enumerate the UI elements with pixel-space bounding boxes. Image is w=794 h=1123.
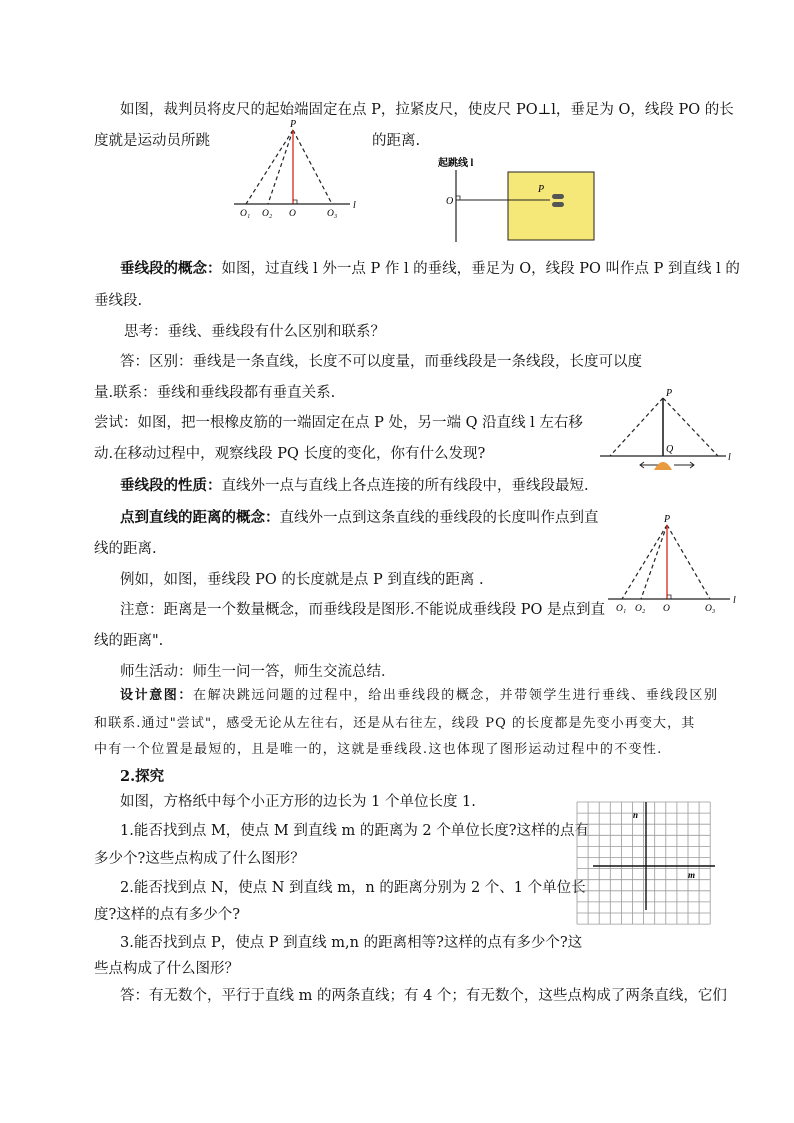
intro-line-1: 如图，裁判员将皮尺的起始端固定在点 P，拉紧皮尺，使皮尺 PO⊥l，垂足为 O，线段 PO 的长 <box>120 102 734 118</box>
property-text: 直线外一点与直线上各点连接的所有线段中，垂线段最短. <box>221 478 589 494</box>
footprint-1 <box>552 194 564 199</box>
try-line-1: 尝试：如图，把一根橡皮筋的一端固定在点 P 处，另一端 Q 沿直线 l 左右移 <box>94 415 583 431</box>
label-takeoff-line: 起跳线 l <box>438 158 474 169</box>
label-n: n <box>633 810 639 820</box>
label-o1: O₁ <box>240 209 251 219</box>
definition-line <box>120 259 740 279</box>
design-label: 设计意图： <box>120 688 194 703</box>
activity-line: 师生活动：师生一问一答，师生交流总结． <box>120 664 396 680</box>
answer-line-2: 量.联系：垂线和垂线段都有垂直关系. <box>94 385 336 401</box>
label-o3-b: O₃ <box>705 604 716 614</box>
label-q: Q <box>666 444 674 455</box>
answer-line-1: 答：区别：垂线是一条直线，长度不可以度量，而垂线段是一条线段，长度可以度 <box>120 354 642 370</box>
dashed-segment-po1 <box>246 130 293 204</box>
distance-text: 直线外一点到这条直线的垂线段的长度叫作点到直 <box>279 510 599 526</box>
property-line <box>120 476 589 496</box>
design-line-2: 和联系.通过"尝试"，感受无论从左往右，还是从右往左，线段 PQ 的长度都是先变小再变大，其 <box>94 716 696 731</box>
explore-title: 2.探究 <box>120 768 165 785</box>
footprint-2 <box>552 202 564 207</box>
design-text-1: 在解决跳远问题的过程中，给出垂线段的概念，并带领学生进行垂线、垂线段区别 <box>193 688 719 703</box>
definition-cont: 垂线段. <box>94 293 143 309</box>
label-o2: O₂ <box>262 209 273 219</box>
label-l-3: l <box>728 452 731 463</box>
intro-line-2b: 的距离. <box>372 133 421 149</box>
label-o1-b: O₁ <box>616 604 627 614</box>
label-o-b: O <box>663 604 670 614</box>
sand-pit <box>508 172 594 240</box>
intro-line-2a: 度就是运动员所跳 <box>94 133 210 149</box>
definition-text: 如图，过直线 l 外一点 P 作 l 的垂线，垂足为 O，线段 PO 叫作点 P 到直线 l 的 <box>221 261 740 277</box>
definition-label: 垂线段的概念： <box>120 260 222 277</box>
hand-icon <box>654 462 672 470</box>
perpendicular-figure-2 <box>608 513 748 613</box>
dashed-segment-po3-b <box>667 525 710 599</box>
question-3b: 些点构成了什么图形？ <box>94 961 239 977</box>
arrow-right-icon <box>674 462 694 468</box>
note-line-1: 注意：距离是一个数量概念，而垂线段是图形.不能说成垂线段 PO 是点到直 <box>120 602 605 618</box>
note-line-2: 线的距离". <box>94 633 164 649</box>
long-jump-figure <box>432 156 602 246</box>
arrow-left-icon <box>640 462 658 468</box>
label-l: l <box>353 200 356 211</box>
question-2b: 度?这样的点有多少个? <box>94 907 241 923</box>
label-p-b: P <box>664 514 671 525</box>
design-line-3: 中有一个位置是最短的，且是唯一的，这就是垂线段.这也体现了图形运动过程中的不变性. <box>94 742 663 757</box>
grid-intro: 如图，方格纸中每个小正方形的边长为 1 个单位长度 1. <box>120 794 476 810</box>
question-1b: 多少个?这些点构成了什么图形？ <box>94 851 305 867</box>
rubber-band-figure <box>600 386 740 476</box>
label-l-b: l <box>733 595 736 606</box>
right-angle-mark-2 <box>456 196 460 200</box>
label-o-2: O <box>446 196 454 207</box>
grid-figure <box>577 802 717 928</box>
try-line-2: 动.在移动过程中，观察线段 PQ 长度的变化，你有什么发现? <box>94 446 486 462</box>
label-p-3: P <box>666 388 673 399</box>
perpendicular-figure-1 <box>232 118 362 218</box>
label-o2-b: O₂ <box>635 604 646 614</box>
design-line-1 <box>120 686 719 706</box>
think-question: 思考：垂线、垂线段有什么区别和联系？ <box>124 324 385 340</box>
grid-lines <box>577 802 710 924</box>
label-m: m <box>688 870 696 880</box>
label-o3: O₃ <box>327 209 338 219</box>
label-o: O <box>289 209 296 219</box>
example-line: 例如，如图，垂线段 PO 的长度就是点 P 到直线的距离 . <box>120 572 484 588</box>
dashed-left <box>610 398 663 456</box>
label-p-2: P <box>538 184 545 195</box>
question-1a: 1.能否找到点 M，使点 M 到直线 m 的距离为 2 个单位长度?这样的点有 <box>120 823 590 839</box>
final-answer: 答：有无数个，平行于直线 m 的两条直线；有 4 个；有无数个，这些点构成了两条直线，它们 <box>120 988 727 1004</box>
distance-cont: 线的距离. <box>94 541 157 557</box>
distance-line <box>120 508 599 528</box>
dashed-segment-po2 <box>268 130 293 204</box>
question-3a: 3.能否找到点 P，使点 P 到直线 m,n 的距离相等?这样的点有多少个?这 <box>120 935 583 951</box>
label-p: P <box>290 119 297 130</box>
question-2a: 2.能否找到点 N，使点 N 到直线 m，n 的距离分别为 2 个、1 个单位长 <box>120 880 586 896</box>
dashed-segment-po3 <box>293 130 332 204</box>
distance-label: 点到直线的距离的概念： <box>120 509 280 526</box>
property-label: 垂线段的性质： <box>120 477 222 494</box>
